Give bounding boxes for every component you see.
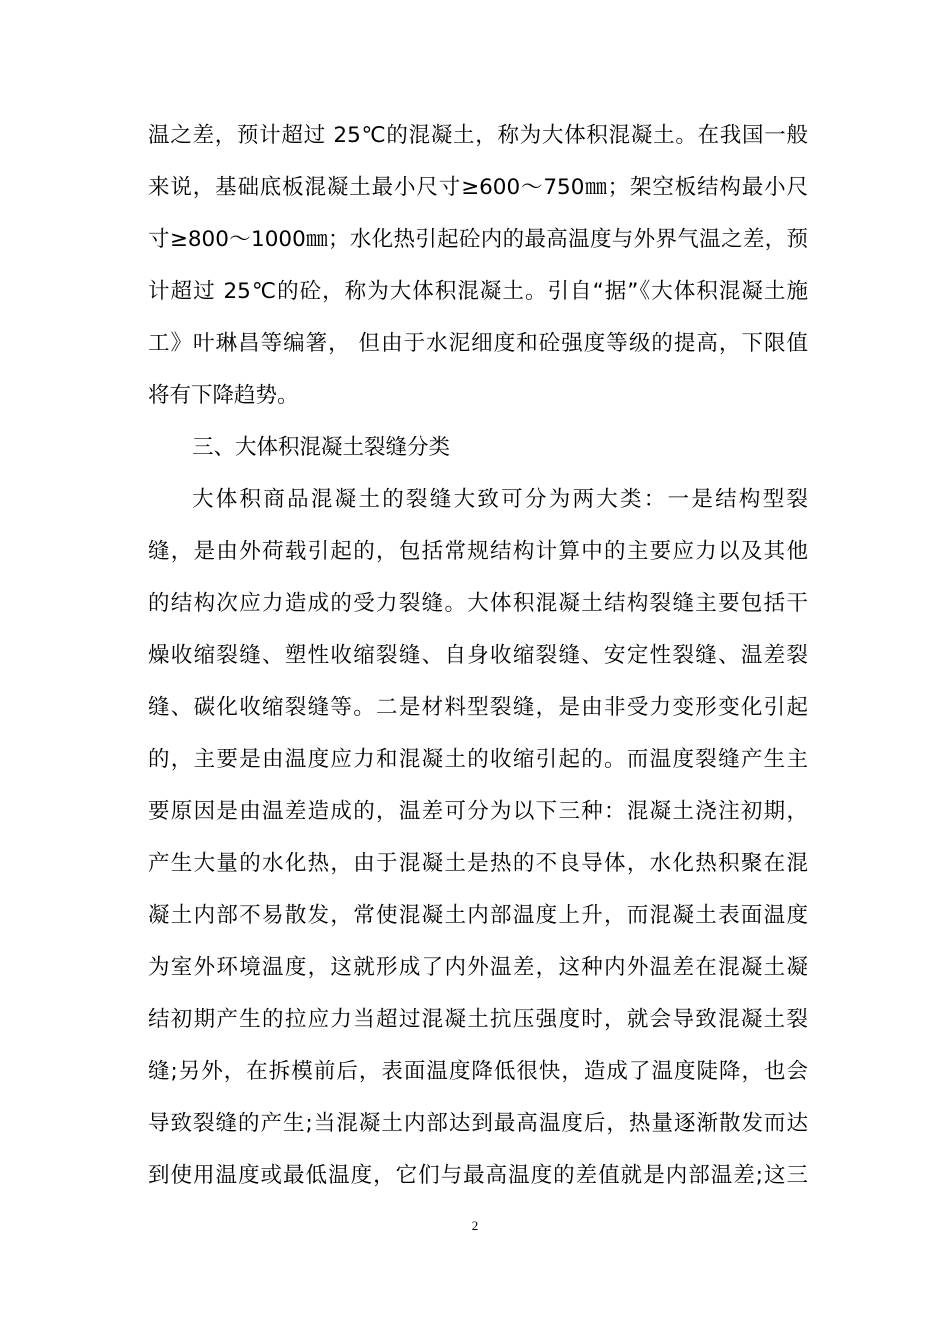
body-line: 缝，是由外荷载引起的，包括常规结构计算中的主要应力以及其他 [148, 539, 808, 564]
body-line: 大体积商品混凝土的裂缝大致可分为两大类：一是结构型裂 [192, 487, 808, 512]
body-line: 的，主要是由温度应力和混凝土的收缩引起的。而温度裂缝产生主 [148, 747, 808, 772]
document-body [148, 110, 808, 1202]
body-line: 缝;另外，在拆模前后，表面温度降低很快，造成了温度陡降，也会 [148, 1059, 808, 1084]
page-number: 2 [471, 1218, 479, 1233]
section-heading: 三、大体积混凝土裂缝分类 [192, 435, 451, 460]
body-line: 的结构次应力造成的受力裂缝。大体积混凝土结构裂缝主要包括干 [148, 591, 808, 616]
body-line: 缝、碳化收缩裂缝等。二是材料型裂缝，是由非受力变形变化引起 [148, 695, 808, 720]
body-line: 到使用温度或最低温度，它们与最高温度的差值就是内部温差;这三 [148, 1163, 808, 1188]
body-line: 将有下降趋势。 [148, 383, 299, 408]
body-line: 结初期产生的拉应力当超过混凝土抗压强度时，就会导致混凝土裂 [148, 1007, 808, 1032]
body-line: 寸≥800～1000㎜；水化热引起砼内的最高温度与外界气温之差，预 [148, 227, 808, 252]
body-line: 产生大量的水化热，由于混凝土是热的不良导体，水化热积聚在混 [148, 851, 808, 876]
body-line: 来说，基础底板混凝土最小尺寸≥600～750㎜；架空板结构最小尺 [148, 175, 808, 200]
body-line: 工》叶琳昌等编箸， 但由于水泥细度和砼强度等级的提高，下限值 [148, 331, 808, 356]
body-line: 要原因是由温差造成的，温差可分为以下三种：混凝土浇注初期， [148, 799, 808, 824]
body-line: 计超过 25℃的砼，称为大体积混凝土。引自“据”《大体积混凝土施 [148, 279, 808, 304]
body-line: 导致裂缝的产生;当混凝土内部达到最高温度后，热量逐渐散发而达 [148, 1111, 808, 1136]
body-line: 温之差，预计超过 25℃的混凝土，称为大体积混凝土。在我国一般 [148, 123, 808, 148]
body-line: 凝土内部不易散发，常使混凝土内部温度上升，而混凝土表面温度 [148, 903, 808, 928]
body-line: 为室外环境温度，这就形成了内外温差，这种内外温差在混凝土凝 [148, 955, 808, 980]
body-line: 燥收缩裂缝、塑性收缩裂缝、自身收缩裂缝、安定性裂缝、温差裂 [148, 643, 808, 668]
